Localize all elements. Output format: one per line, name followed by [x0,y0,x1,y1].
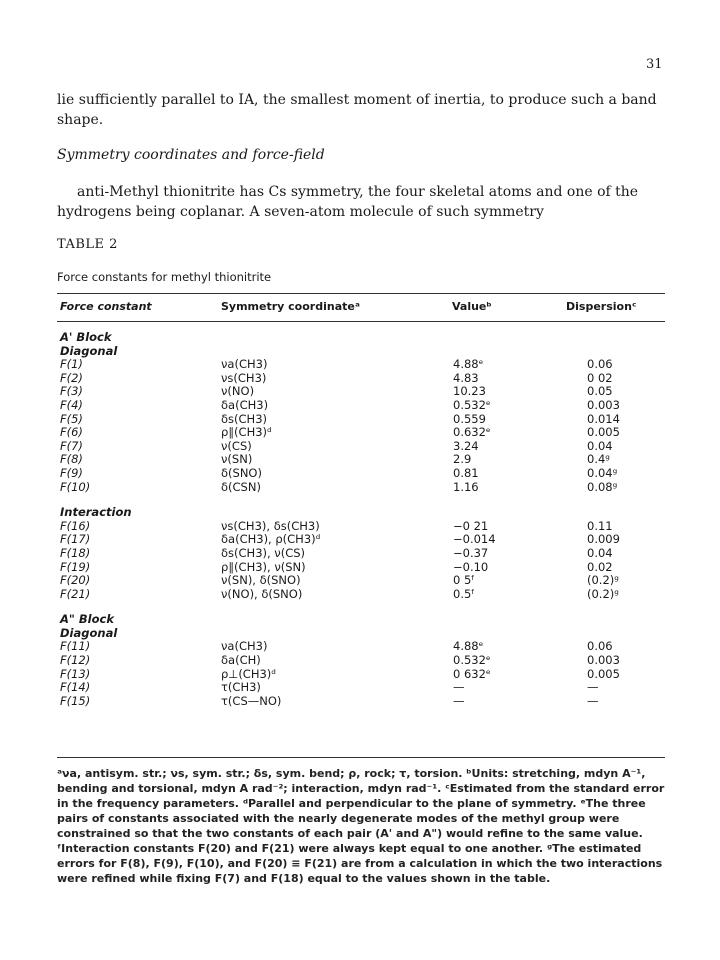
cell-symmetry-coordinate: νa(CH3) [221,639,268,654]
cell-value: −0.014 [453,532,496,547]
cell-symmetry-coordinate: ν(NO) [221,384,255,399]
section-heading: Symmetry coordinates and force-field [57,147,325,163]
cell-dispersion: 0 02 [587,370,613,385]
cell-dispersion: 0.04 [587,438,613,453]
table-row [0,681,720,695]
cell-dispersion: 0.05 [587,384,613,399]
body-paragraph: anti-Methyl thionitrite has Cs symmetry, the four skeletal atoms and one of the hydrogens being coplanar. A seven-atom molecule of such symmetry [57,184,639,220]
cell-force-constant: F(15) [60,693,91,708]
table-bottom-rule [57,757,665,758]
cell-force-constant: F(4) [60,397,83,412]
cell-dispersion: 0.005 [587,666,620,681]
table-row [0,533,720,547]
cell-value: 1.16 [453,479,479,494]
cell-dispersion: — [587,693,599,708]
cell-value: 4.88ᵉ [453,639,484,654]
cell-value: −0.37 [453,545,489,560]
cell-symmetry-coordinate: ν(SN) [221,452,253,467]
block-title: A' Block [60,330,112,344]
cell-symmetry-coordinate: ν(NO), δ(SNO) [221,586,303,601]
header-symmetry-coordinate: Symmetry coordinateᵃ [221,300,360,313]
cell-value: 3.24 [453,438,479,453]
cell-symmetry-coordinate: νs(CH3), δs(CH3) [221,518,320,533]
cell-dispersion: 0.04 [587,545,613,560]
table-body [0,331,720,708]
cell-force-constant: F(1) [60,357,83,372]
table-row [0,372,720,386]
table-row [0,654,720,668]
cell-force-constant: F(3) [60,384,83,399]
group-title: Diagonal [60,343,118,358]
cell-dispersion: 0.06 [587,639,613,654]
cell-value: — [453,693,465,708]
cell-dispersion: 0.009 [587,532,620,547]
block-header [0,613,720,627]
cell-symmetry-coordinate: δs(CH3), ν(CS) [221,545,306,560]
cell-dispersion: (0.2)ᵍ [587,573,619,588]
table-row [0,668,720,682]
cell-value: 0 5ᶠ [453,573,475,588]
table-footnotes: ᵃνa, antisym. str.; νs, sym. str.; δs, sym. bend; ρ, rock; τ, torsion. ᵇUnits: stretching, mdyn A⁻¹, bending and torsional, mdyn A rad⁻²; interaction, mdyn rad⁻¹. ᶜEstimated from the standard error in the frequency parameters. ᵈParallel and perpendicular to the plane of symmetry. ᵉThe three pairs of constants associated with the nearly degenerate modes of the methyl group were constrained so that the two constants of each pair (A' and A") would refine to the same value. ᶠInteraction constants F(20) and F(21) were always kept equal to one another. ᵍThe estimated errors for F(8), F(9), F(10), and F(20) ≡ F(21) are from a calculation in which the two interactions were refined while fixing F(7) and F(18) equal to the values shown in the table. [57,767,665,885]
cell-value: 0.5ᶠ [453,586,475,601]
table-row [0,358,720,372]
cell-force-constant: F(18) [60,545,91,560]
table-top-rule [57,293,665,294]
cell-dispersion: 0.014 [587,411,620,426]
group-header [0,345,720,359]
table-row [0,467,720,481]
table-row [0,399,720,413]
cell-value: 0.632ᵉ [453,425,491,440]
header-value: Valueᵇ [452,300,492,313]
cell-dispersion: 0.4ᵍ [587,452,610,467]
cell-value: 0.532ᵉ [453,653,491,668]
cell-symmetry-coordinate: δa(CH) [221,653,261,668]
cell-force-constant: F(5) [60,411,83,426]
cell-value: −0.10 [453,559,489,574]
cell-dispersion: 0.003 [587,397,620,412]
cell-value: 2.9 [453,452,472,467]
cell-value: −0 21 [453,518,489,533]
table-row [0,640,720,654]
cell-dispersion: 0.003 [587,653,620,668]
group-header [0,627,720,641]
table-row [0,574,720,588]
group-title: Interaction [60,505,132,520]
cell-symmetry-coordinate: τ(CH3) [221,680,261,695]
table-row [0,413,720,427]
cell-dispersion: 0.005 [587,425,620,440]
header-dispersion: Dispersionᶜ [566,300,637,313]
table-header-rule [57,321,665,322]
cell-dispersion: (0.2)ᵍ [587,586,619,601]
cell-value: — [453,680,465,695]
table-row [0,481,720,495]
table-label: TABLE 2 [57,237,118,252]
cell-symmetry-coordinate: ν(CS) [221,438,252,453]
cell-force-constant: F(9) [60,465,83,480]
cell-force-constant: F(14) [60,680,91,695]
cell-force-constant: F(17) [60,532,91,547]
cell-symmetry-coordinate: δ(CSN) [221,479,261,494]
table-row [0,561,720,575]
cell-value: 0.81 [453,465,479,480]
cell-symmetry-coordinate: νa(CH3) [221,357,268,372]
cell-force-constant: F(16) [60,518,91,533]
cell-dispersion: — [587,680,599,695]
cell-force-constant: F(7) [60,438,83,453]
cell-force-constant: F(10) [60,479,91,494]
table-row [0,440,720,454]
cell-dispersion: 0.04ᵍ [587,465,618,480]
group-header [0,506,720,520]
cell-force-constant: F(12) [60,653,91,668]
block-header [0,331,720,345]
cell-symmetry-coordinate: δs(CH3) [221,411,267,426]
cell-force-constant: F(6) [60,425,83,440]
cell-value: 0.532ᵉ [453,397,491,412]
block-title: A" Block [60,612,114,627]
table-row [0,385,720,399]
cell-symmetry-coordinate: δa(CH3) [221,397,269,412]
cell-value: 0.559 [453,411,486,426]
cell-value: 4.83 [453,370,479,385]
cell-force-constant: F(2) [60,370,83,385]
cell-force-constant: F(13) [60,666,91,681]
table-row [0,520,720,534]
cell-symmetry-coordinate: τ(CS—NO) [221,693,282,708]
cell-force-constant: F(8) [60,452,83,467]
cell-symmetry-coordinate: ν(SN), δ(SNO) [221,573,301,588]
cell-force-constant: F(19) [60,559,91,574]
cell-force-constant: F(11) [60,639,91,654]
cell-symmetry-coordinate: νs(CH3) [221,370,267,385]
cell-symmetry-coordinate: ρ∥(CH3)ᵈ [221,425,272,440]
cell-force-constant: F(21) [60,586,91,601]
cell-dispersion: 0.08ᵍ [587,479,618,494]
cell-symmetry-coordinate: ρ∥(CH3), ν(SN) [221,559,306,574]
cell-dispersion: 0.06 [587,357,613,372]
cell-dispersion: 0.02 [587,559,613,574]
table-row [0,453,720,467]
table-row [0,588,720,602]
table-row [0,695,720,709]
cell-force-constant: F(20) [60,573,91,588]
table-header [0,300,720,316]
cell-symmetry-coordinate: ρ⊥(CH3)ᵈ [221,666,276,681]
page-number: 31 [646,57,663,72]
table-caption: Force constants for methyl thionitrite [57,270,272,284]
cell-value: 0 632ᵉ [453,666,491,681]
table-row [0,426,720,440]
cell-value: 4.88ᵉ [453,357,484,372]
table-row [0,547,720,561]
cell-dispersion: 0.11 [587,518,613,533]
cell-value: 10.23 [453,384,486,399]
cell-symmetry-coordinate: δa(CH3), ρ(CH3)ᵈ [221,532,321,547]
cell-symmetry-coordinate: δ(SNO) [221,465,262,480]
intro-paragraph: lie sufficiently parallel to IA, the smallest moment of inertia, to produce such a band shape. [57,92,657,128]
group-title: Diagonal [60,625,118,640]
header-force-constant: Force constant [60,300,152,313]
